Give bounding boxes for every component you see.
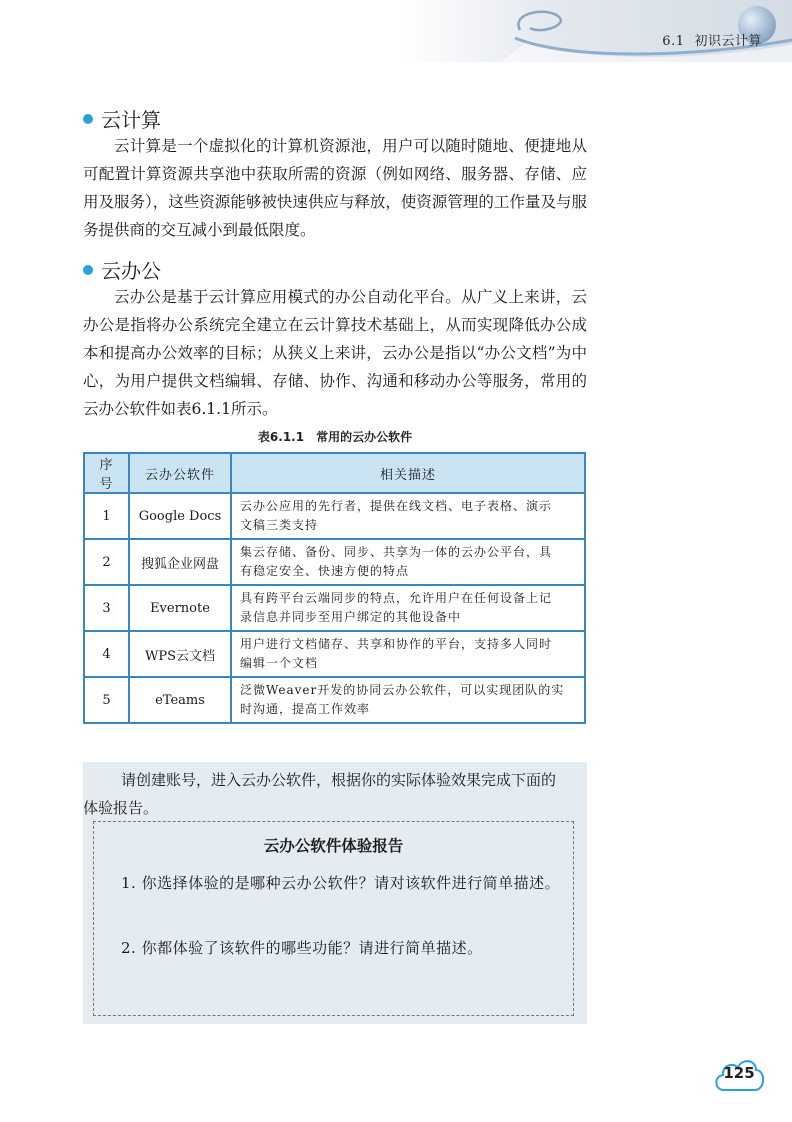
desc-line: 云办公应用的先行者，提供在线文档、电子表格、演示 [240, 499, 553, 513]
table-row [84, 493, 585, 539]
para-line: 储、应用及服务），这些资源能够被快速供应与释放，使资源管理的工 [83, 165, 587, 211]
paragraph-cloud-computing [83, 132, 587, 244]
heading-text: 云计算 [101, 108, 161, 132]
para-line: 云计算是一个虚拟化的计算机资源池，用户可以随时随地、便捷 [114, 137, 556, 155]
heading-cloud-office [83, 255, 161, 284]
cell-software: 搜狐企业网盘 [129, 539, 231, 585]
para-line: 为中心，为用户提供文档编辑、存储、协作、沟通和移动办公等服务，常 [83, 344, 587, 390]
bullet-dot-icon [83, 265, 93, 275]
desc-line: 文稿三类支持 [240, 518, 319, 532]
desc-line: 用户进行文档储存、共享和协作的平台，支持多人同时 [240, 637, 553, 651]
intro-line: 请创建账号，进入云办公软件，根据你的实际体验效果完成下面的 [121, 771, 557, 789]
cell-description [231, 493, 585, 539]
table-row [84, 539, 585, 585]
report-question-2: 2. 你都体验了该软件的哪些功能？请进行简单描述。 [121, 939, 483, 957]
desc-line: 有稳定安全、快速方便的特点 [240, 564, 410, 578]
cell-software: WPS云文档 [129, 631, 231, 677]
para-line: 用的云办公软件如表6.1.1所示。 [83, 372, 587, 418]
running-header [662, 30, 762, 49]
desc-line: 时沟通，提高工作效率 [240, 702, 371, 716]
desc-line: 具有跨平台云端同步的特点，允许用户在任何设备上记 [240, 591, 553, 605]
desc-line: 录信息并同步至用户绑定的其他设备中 [240, 610, 462, 624]
header-software: 云办公软件 [129, 453, 231, 493]
report-title: 云办公软件体验报告 [263, 837, 404, 855]
table-caption-number: 表6.1.1 [257, 430, 305, 444]
section-number: 6.1 [662, 34, 685, 49]
cell-software: eTeams [129, 677, 231, 723]
desc-line: 泛微Weaver开发的协同云办公软件，可以实现团队的实 [240, 683, 565, 697]
page-number-badge [712, 1052, 766, 1094]
activity-intro [83, 766, 587, 822]
cell-num: 3 [84, 585, 129, 631]
table-row [84, 677, 585, 723]
para-line: 作量及与服务提供商的交互减小到最低限度。 [83, 193, 587, 239]
para-line: 云办公是基于云计算应用模式的办公自动化平台。从广义上来讲， [114, 288, 572, 306]
table-header-row [84, 453, 585, 493]
page-number: 125 [723, 1064, 755, 1082]
cell-description [231, 631, 585, 677]
table-row [84, 585, 585, 631]
cell-description [231, 677, 585, 723]
report-question-1: 1. 你选择体验的是哪种云办公软件？请对该软件进行简单描述。 [121, 874, 561, 892]
software-table [83, 452, 586, 724]
header-description: 相关描述 [231, 453, 585, 493]
table-caption [83, 428, 587, 445]
intro-line: 体验报告。 [83, 799, 159, 817]
cell-software: Evernote [129, 585, 231, 631]
cell-description [231, 585, 585, 631]
para-line: 地从可配置计算资源共享池中获取所需的资源（例如网络、服务器、存 [83, 137, 587, 183]
desc-line: 编辑一个文档 [240, 656, 319, 670]
heading-cloud-computing [83, 104, 161, 133]
table-caption-title: 常用的云办公软件 [316, 430, 413, 444]
section-title: 初识云计算 [694, 34, 762, 49]
cell-software: Google Docs [129, 493, 231, 539]
table-row [84, 631, 585, 677]
cell-num: 5 [84, 677, 129, 723]
para-line: 成本和提高办公效率的目标；从狭义上来讲，云办公是指以“办公文档” [83, 316, 587, 362]
bullet-dot-icon [83, 114, 93, 124]
heading-text: 云办公 [101, 259, 161, 283]
paragraph-cloud-office [83, 283, 587, 423]
cell-num: 1 [84, 493, 129, 539]
header-num: 序号 [84, 453, 129, 493]
desc-line: 集云存储、备份、同步、共享为一体的云办公平台，具 [240, 545, 553, 559]
cell-num: 4 [84, 631, 129, 677]
cell-num: 2 [84, 539, 129, 585]
cell-description [231, 539, 585, 585]
para-line: 云办公是指将办公系统完全建立在云计算技术基础上，从而实现降低办公 [83, 288, 587, 334]
